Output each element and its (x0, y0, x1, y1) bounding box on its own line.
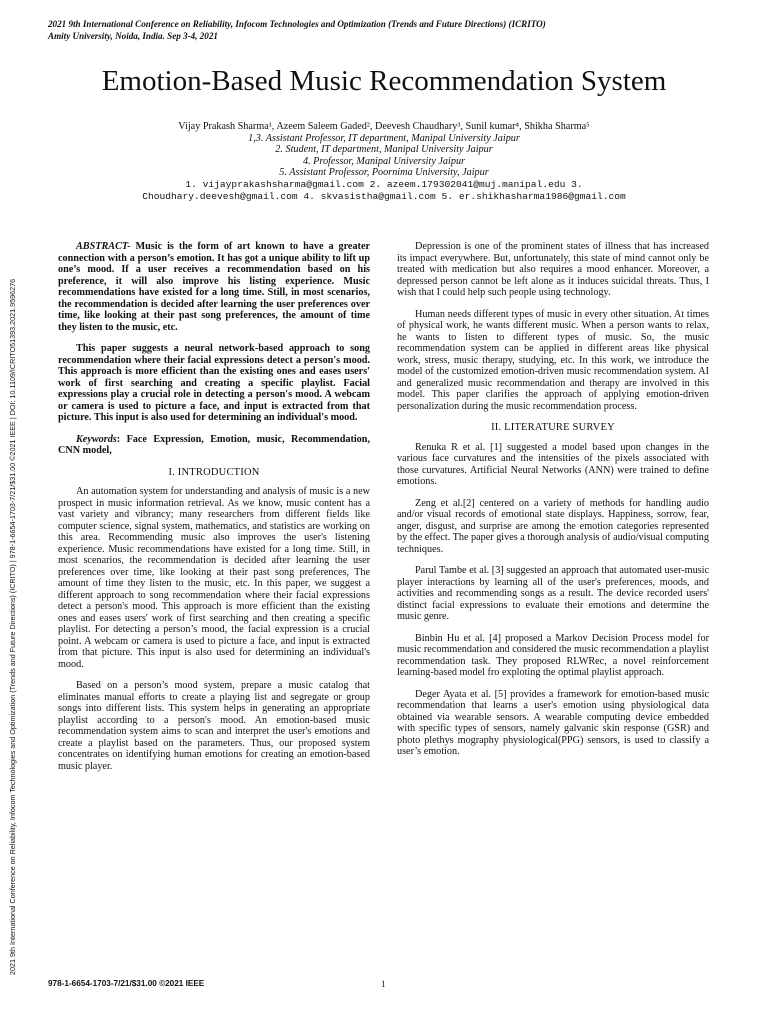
left-column (58, 241, 370, 782)
author-emails-line-1: 1. vijayprakashsharma@gmail.com 2. azeem.179302041@muj.manipal.edu 3. (185, 178, 583, 190)
section-heading-introduction: I. INTRODUCTION (168, 466, 260, 478)
body-paragraph: Zeng et al.[2] centered on a variety of methods for handling audio and/or visual records of emotional state displays. Happiness, sorrow, fear, anger, disgust, and surprise are among the emotion categories represented by the effect. The paper gives a thorough analysis of audio/visual computing techniques. (397, 497, 709, 555)
footer-isbn: 978-1-6654-1703-7/21/$31.00 ©2021 IEEE (48, 979, 205, 988)
right-column (397, 241, 709, 768)
body-paragraph: Renuka R et al. [1] suggested a model based upon changes in the various face curvatures and the intensities of the pixels associated with those curvatures. Artificial Neural Networks (ANN) were trained to define emotions. (397, 441, 709, 487)
keywords-label: Keywords (76, 433, 117, 445)
abstract-label: ABSTRACT- (76, 241, 131, 252)
affiliation: 1,3. Assistant Professor, IT department, Manipal University Jaipur (248, 132, 520, 144)
body-paragraph: Human needs different types of music in every other situation. At times of physical work, he wants different music. When a person wants to relax, he wants to listen to different types of music. So, the music recommendation system can be applied in different areas like physical work, stress, music therapy, studying, etc. In this work, we introduce the model of the customized emotion-driven music recommendation system. AI and generalized music recommendation and therapy are involved in this model. This paper clarifies the approach of applying emotion-driven personalization during the music recommendation process. (397, 308, 709, 412)
page-number: 1 (381, 979, 386, 989)
abstract-paragraph (58, 241, 370, 333)
body-paragraph: Depression is one of the prominent states of illness that has increased its impact everywhere. But, unfortunately, this state of mind cannot only be treated with medication but also requires a mood enhancer. Moreover, a depressed person cannot be left alone as it induces suicidal threats. Thus, I wish that I could help such people using technology. (397, 241, 709, 298)
abstract-text: Music is the form of art known to have a greater connection with a person’s emotion. It has got a unique ability to lift up one’s mood. If a user receives a recommendation based on his preference, it will also improve his listing experience. Music recommendations have existed for a long time. Still, in most scenarios, the recommendation is decided after learning the user preferences over time, like looking at their past song preferences, the amount of time they listen to the music, etc. (58, 241, 370, 333)
affiliation: 2. Student, IT department, Manipal University Jaipur (275, 144, 493, 156)
body-paragraph: Deger Ayata et al. [5] provides a framework for emotion-based music recommendation that learns a user's emotion using physiological data obtained via wearable sensors. A wearable computing device embedded with specific types of sensors, namely galvanic skin response (GSR) and photo plethys mography physiological(PPG) sensors, is used to classify a user’s emotion. (397, 688, 709, 757)
body-paragraph: An automation system for understanding and analysis of music is a new prospect in music information retrieval. As we know, music content has a vast variety and vibrancy; many researchers from different fields like computer science, signal system, mathematics, and statistics are working on this area. Recommending music also improves the user's listening experience. Music recommendations have existed for a long time. Still, in most scenarios, the recommendation is decided after learning the user preferences over time, like looking at their past song preferences, The amount of time they listen to the music, etc. In this paper, we suggest a different approach to song recommendation where their facial expressions detect a person's mood. This approach is more efficient than the existing ones and eases users' work of first searching and then creating a specific playlist. For detecting a person’s mood, the facial expression is a crucial point. A webcam or camera is used to picture a face, and input is extracted from that picture. This input is also used for determining an individual's mood. (58, 486, 370, 670)
body-paragraph: Parul Tambe et al. [3] suggested an approach that automated user-music player interactions by learning all of the user's preferences, moods, and activities and recommending songs as a result. The device recorded users' distinct facial expressions to evaluate their emotions and determine the music genre. (397, 565, 709, 622)
author-block (40, 121, 728, 202)
conference-header (48, 19, 546, 42)
affiliation: 5. Assistant Professor, Poornima University, Jaipur (279, 167, 489, 179)
abstract-paragraph-2: This paper suggests a neural network-based approach to song recommendation where their facial expressions detect a person's mood. This approach is more efficient than the existing ones and eases users' work of first searching and creating a specific playlist. Facial expressions play a crucial role in detecting a person's mood. A webcam or camera is used to picture a face, and input is extracted from that picture. This input is also used for determining an individual's mood. (58, 343, 370, 423)
conference-line-1: 2021 9th International Conference on Reliability, Infocom Technologies and Optimization (Trends and Future Directions) (ICRITO) (48, 19, 546, 29)
body-paragraph: Based on a person’s mood system, prepare a music catalog that eliminates manual efforts to create a playing list and segregate or group songs into different lists. This system helps in generating an appropriate playlist according to a person's mood. An emotion-based music recommendation system aims to scan and interpret the user's emotions and create a playlist based on the parameters. Thus, our proposed system concentrates on identifying human emotions for creating an emotion-based music player. (58, 680, 370, 772)
keywords-text: : Face Expression, Emotion, music, Recommendation, CNN model, (58, 433, 370, 456)
body-paragraph: Binbin Hu et al. [4] proposed a Markov Decision Process model for music recommendation and considered the music recommendation a playlist recommendation task. They proposed RLWRec, a novel reinforcement learning-based model fro exploting the optimal playlist approach. (397, 632, 709, 678)
section-heading-literature-survey: II. LITERATURE SURVEY (491, 422, 615, 433)
author-names: Vijay Prakash Sharma¹, Azeem Saleem Gaded², Deevesh Chaudhary³, Sunil kumar⁴, Shikha Sharma⁵ (178, 121, 590, 132)
author-emails-line-2: Choudhary.deevesh@gmail.com 4. skvasistha@gmail.com 5. er.shikhasharma1986@gmail.com (142, 190, 626, 202)
keywords (58, 434, 370, 457)
conference-line-2: Amity University, Noida, India. Sep 3-4, 2021 (48, 30, 218, 41)
paper-title: Emotion-Based Music Recommendation System (101, 65, 667, 97)
sidebar-citation: 2021 9th International Conference on Reliability, Infocom Technologies and Optimization (Trends and Future Directions) (ICRITO) | 978-1-6654-1703-7/21/$31.00 ©2021 IEEE | DOI: 10.1109/ICRITO51393.2021.9596276 (8, 278, 17, 975)
affiliation: 4. Professor, Manipal University Jaipur (302, 155, 466, 167)
